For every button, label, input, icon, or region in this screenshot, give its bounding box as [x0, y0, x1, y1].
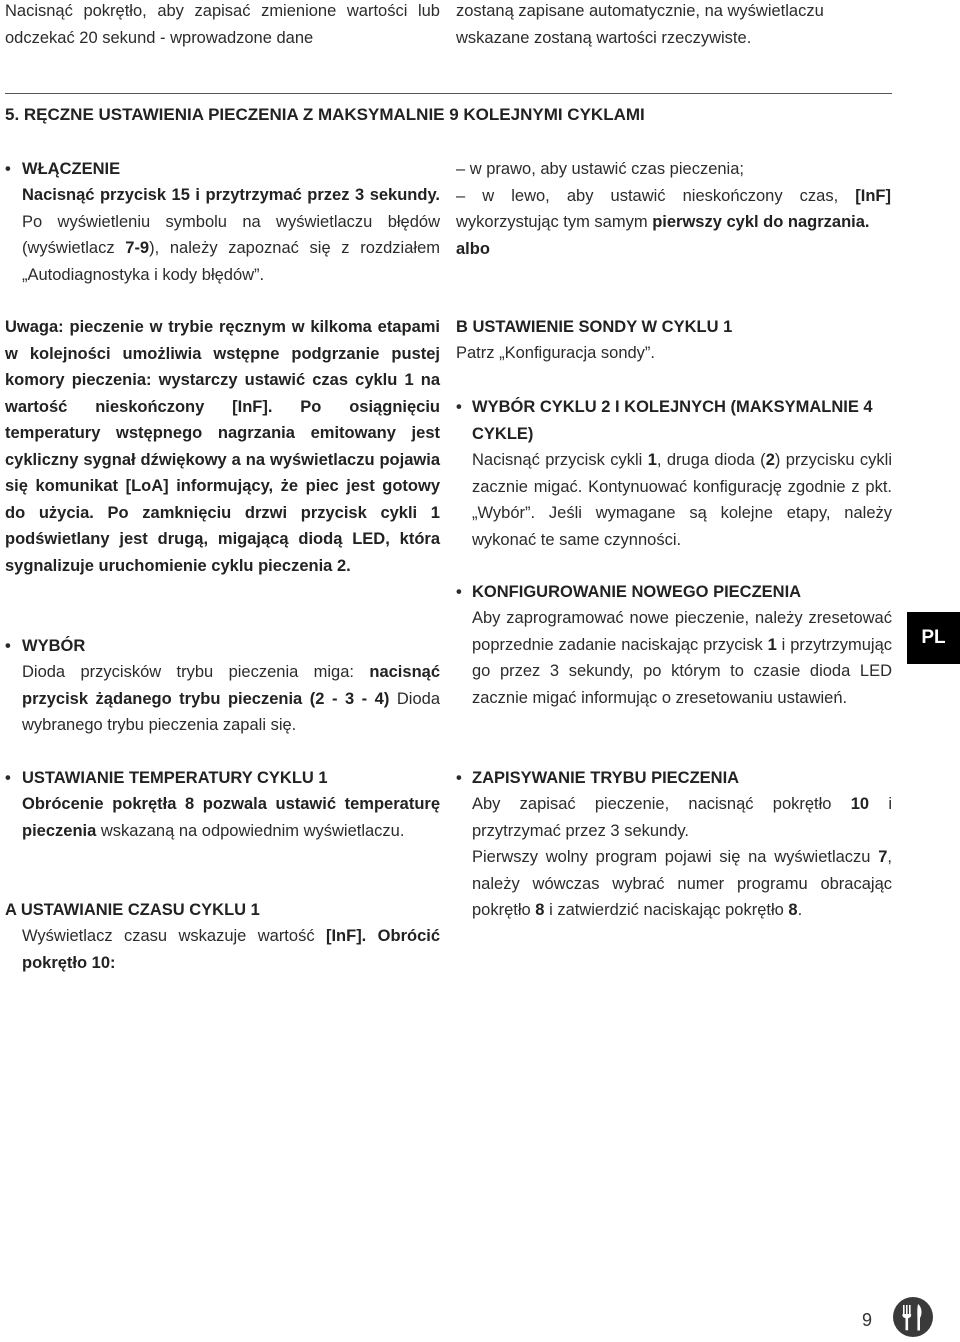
language-tab: PL — [907, 612, 960, 664]
nagrzanie-line: wykorzystując tym samym pierwszy cykl do nagrzania. — [456, 213, 870, 231]
wlaczenie-heading: WŁĄCZENIE — [22, 160, 121, 178]
uwaga-note: Uwaga: pieczenie w trybie ręcznym w kilkoma etapami w kolejności umożliwia wstępne podgrzanie pustej komory pieczenia: wystarczy ustawić czas cyklu 1 na wartość nieskończony [InF]. Po osiągnięciu temperatury wstępnego nagrzania emitowany jest cykliczny sygnał dźwiękowy a na wyświetlaczu pojawia się komunikat [LoA] informujący, że piec jest gotowy do użycia. Po zamknięciu drzwi przycisk cykli 1 podświetlany jest drugą, migającą diodą LED, która sygnalizuje uruchomienie cyklu pieczenia 2. — [5, 318, 440, 575]
sonda-text: Patrz „Konfiguracja sondy”. — [456, 344, 656, 362]
zapis-heading: ZAPISYWANIE TRYBU PIECZENIA — [472, 769, 740, 787]
bullet-icon: • — [456, 398, 462, 416]
bullet-icon: • — [5, 769, 11, 787]
czas-text: Wyświetlacz czasu wskazuje wartość [InF]. Obrócić pokrętło 10: — [22, 927, 440, 972]
fork-knife-logo-icon — [892, 1296, 934, 1338]
page-number: 9 — [862, 1310, 873, 1330]
lewo-line: – w lewo, aby ustawić nieskończony czas, [InF] — [456, 186, 891, 205]
top-left-text: Nacisnąć pokrętło, aby zapisać zmienione wartości lub odczekać 20 sekund - wprowadzone dane — [5, 2, 440, 47]
section-divider — [5, 93, 892, 94]
bullet-icon: • — [456, 583, 462, 601]
wlaczenie-text: Nacisnąć przycisk 15 i przytrzymać przez 3 sekundy. Po wyświetleniu symbolu na wyświetlaczu błędów (wyświetlacz 7-9), należy zapoznać się z rozdziałem „Autodiagnostyka i kody błędów”. — [22, 186, 440, 284]
czas-continuation — [456, 156, 891, 262]
prawo-line: – w prawo, aby ustawić czas pieczenia; — [456, 160, 744, 178]
wybor-heading: WYBÓR — [22, 637, 86, 655]
konfig-text: Aby zaprogramować nowe pieczenie, należy zresetować poprzednie zadanie naciskając przycisk 1 i przytrzymując go przez 3 sekundy, po którym to czasie dioda LED zacznie migać informując o zresetowaniu ustawień. — [472, 609, 892, 707]
top-right-text: zostaną zapisane automatycznie, na wyświetlaczu wskazane zostaną wartości rzeczywiste. — [456, 2, 824, 47]
sonda-heading: B USTAWIENIE SONDY W CYKLU 1 — [456, 318, 733, 336]
konfig-heading: KONFIGUROWANIE NOWEGO PIECZENIA — [472, 583, 802, 601]
albo-label: albo — [456, 239, 490, 258]
temp-text: Obrócenie pokrętła 8 pozwala ustawić temperaturę pieczenia wskazaną na odpowiednim wyświetlaczu. — [22, 795, 440, 840]
bullet-icon: • — [5, 160, 11, 178]
cykl2-text: Nacisnąć przycisk cykli 1, druga dioda (2) przycisku cykli zacznie migać. Kontynuować konfigurację zgodnie z pkt. „Wybór”. Jeśli wymagane są kolejne etapy, należy wykonać te same czynności. — [472, 451, 892, 549]
temp-heading: USTAWIANIE TEMPERATURY CYKLU 1 — [22, 769, 328, 787]
czas-heading: A USTAWIANIE CZASU CYKLU 1 — [5, 901, 260, 919]
cykl2-heading: WYBÓR CYKLU 2 I KOLEJNYCH (MAKSYMALNIE 4 CYKLE) — [472, 398, 873, 443]
bullet-icon: • — [5, 637, 11, 655]
wybor-text: Dioda przycisków trybu pieczenia miga: nacisnąć przycisk żądanego trybu pieczenia (2 - 3 - 4) Dioda wybranego trybu pieczenia zapali się. — [22, 663, 440, 734]
section-title: 5. RĘCZNE USTAWIENIA PIECZENIA Z MAKSYMALNIE 9 KOLEJNYMI CYKLAMI — [5, 105, 645, 124]
zapis-text-2: Pierwszy wolny program pojawi się na wyświetlaczu 7, należy wówczas wybrać numer programu obracając pokrętło 8 i zatwierdzić naciskając pokrętło 8. — [472, 848, 892, 919]
zapis-text-1: Aby zapisać pieczenie, nacisnąć pokrętło 10 i przytrzymać przez 3 sekundy. — [472, 795, 893, 840]
bullet-icon: • — [456, 769, 462, 787]
